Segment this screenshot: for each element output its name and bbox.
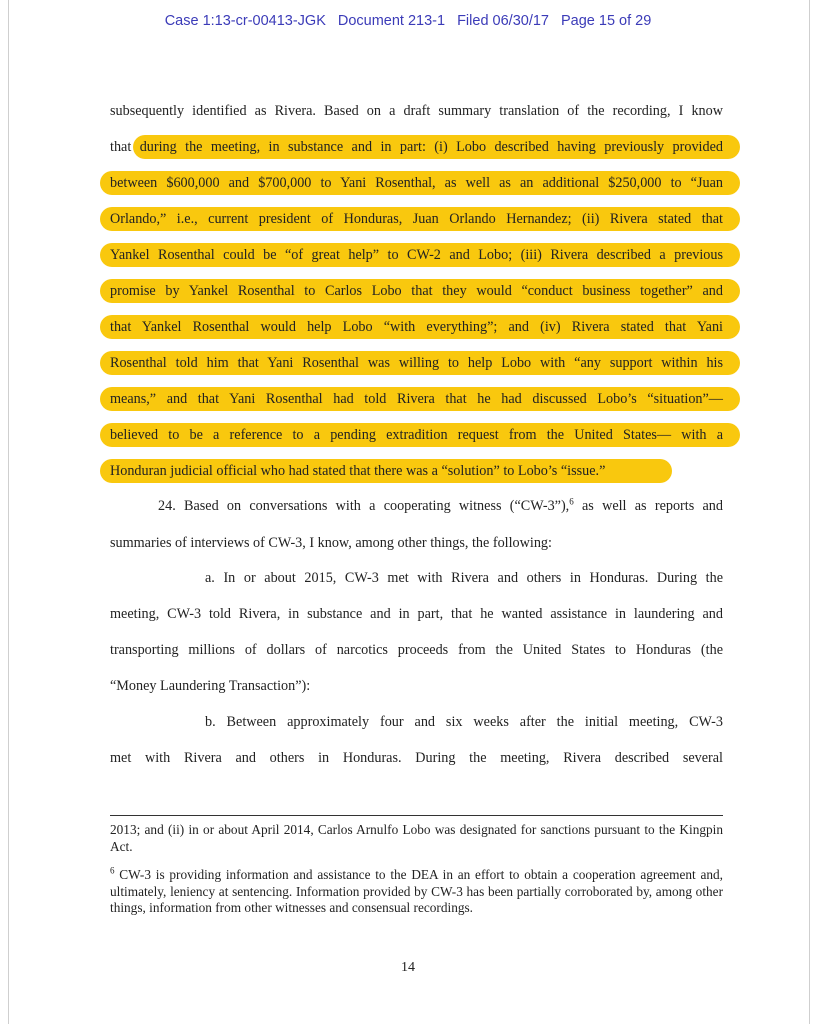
paragraph-24-line-2: summaries of interviews of CW-3, I know, among other things, the following: [110,535,552,551]
page-number: 14 [401,960,415,975]
highlighted-text: Rosenthal told him that Yani Rosenthal was willing to help Lobo with “any support within his [110,355,723,371]
paragraph-24-text-cont: as well as reports and [573,498,723,514]
paragraph-23-line [110,172,723,194]
highlighted-text: during the meeting, in substance and in part: (i) Lobo described having previously provided [139,139,723,155]
item-a-line-4: “Money Laundering Transaction”): [110,678,311,694]
line-prefix: that [110,139,140,155]
paragraph-23-line [110,244,723,266]
highlighted-text: that Yankel Rosenthal would help Lobo “with everything”; and (iv) Rivera stated that Yani [110,319,723,335]
paragraph-23-line [110,280,723,302]
paragraph-23-line [110,424,723,446]
item-a-line-3: transporting millions of dollars of narcotics proceeds from the United States to Honduras (the [110,642,723,658]
highlighted-text: believed to be a reference to a pending extradition request from the United States— with a [110,427,723,443]
footnote-continued: 2013; and (ii) in or about April 2014, Carlos Arnulfo Lobo was designated for sanctions pursuant to the Kingpin Act. [110,822,723,854]
highlighted-text: Yankel Rosenthal could be “of great help” to CW-2 and Lobo; (iii) Rivera described a previous [110,247,723,263]
case-header [0,13,816,29]
highlighted-text: between $600,000 and $700,000 to Yani Rosenthal, as well as an additional $250,000 to “Juan [110,175,723,191]
footnote-6-number: 6 [110,865,115,876]
paragraph-23-line [110,136,723,158]
paragraph-23-line [110,100,723,122]
paragraph-23-line [110,208,723,230]
paragraph-23-line [110,352,723,374]
case-number: Case 1:13-cr-00413-JGK [164,13,326,29]
line-text: subsequently identified as Rivera. Based on a draft summary translation of the recording, I know [110,103,723,119]
document-number: Document 213-1 [337,13,446,29]
paragraph-23-line [110,460,723,482]
footnote-ref-6[interactable]: 6 [569,496,574,507]
paragraph-23-line [110,316,723,338]
footnote-6 [110,867,723,917]
item-a-line-1: a. In or about 2015, CW-3 met with Rivera and others in Honduras. During the [205,570,723,586]
paragraph-23-line [110,388,723,410]
highlighted-text: means,” and that Yani Rosenthal had told Rivera that he had discussed Lobo’s “situation”— [110,391,723,407]
highlighted-text: Orlando,” i.e., current president of Honduras, Juan Orlando Hernandez; (ii) Rivera stated that [110,211,723,227]
footnote-separator [110,815,723,816]
paragraph-24-line-1 [110,495,723,517]
page-indicator: Page 15 of 29 [560,13,652,29]
filed-date: Filed 06/30/17 [457,13,549,29]
item-a-line-2: meeting, CW-3 told Rivera, in substance and in part, that he wanted assistance in laundering and [110,606,723,622]
item-b-line-2: met with Rivera and others in Honduras. During the meeting, Rivera described several [110,750,723,766]
highlighted-text: promise by Yankel Rosenthal to Carlos Lobo that they would “conduct business together” and [110,283,723,299]
item-b-line-1: b. Between approximately four and six weeks after the initial meeting, CW-3 [205,714,723,730]
footnote-6-text: CW-3 is providing information and assistance to the DEA in an effort to obtain a cooperation agreement and, ultimately, leniency at sentencing. Information provided by CW-3 has been partially corroborated by, among other things, information from other witnesses and consensual recordings. [110,867,723,915]
highlighted-text: Honduran judicial official who had stated that there was a “solution” to Lobo’s “issue.” [110,463,606,479]
paragraph-24-text: 24. Based on conversations with a cooperating witness (“CW-3”), [158,498,570,514]
